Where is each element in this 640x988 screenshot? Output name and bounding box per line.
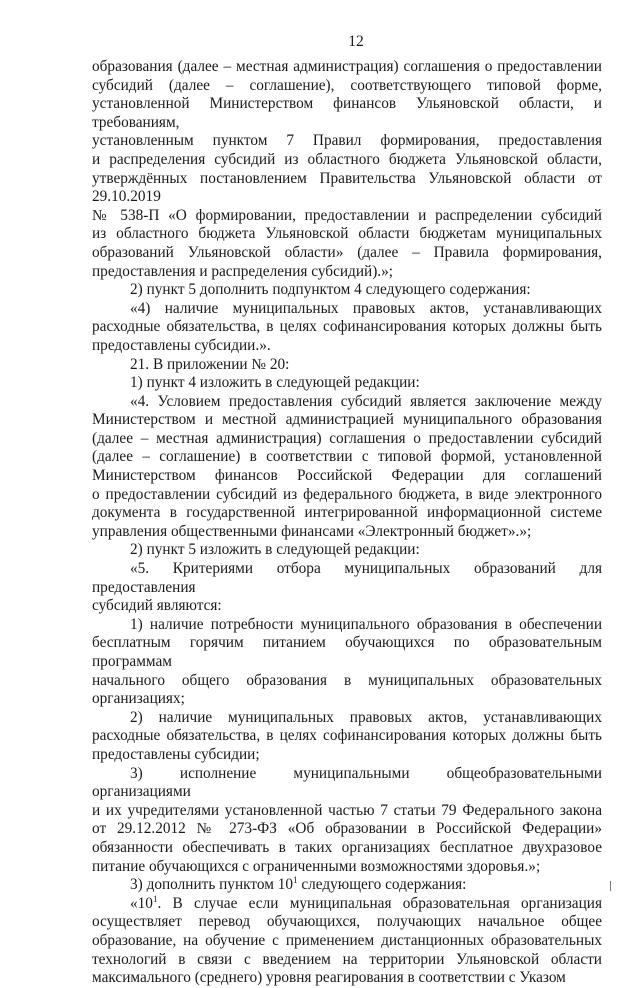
text-line: Министерством финансов Российской Федерации для соглашений [92,467,602,485]
text-line: (далее – местная администрация) соглашения о предоставлении субсидий [92,429,602,447]
text-line: субсидий являются: [92,597,222,615]
text-line: предоставления и распределения субсидий).»; [92,262,394,280]
text-line: утверждённых постановлением Правительства Ульяновской области от 29.10.2019 [92,169,602,206]
text-line: 21. В приложении № 20: [130,355,290,373]
text-line: 1) наличие потребности муниципального образования в обеспечении [130,615,602,633]
text-line: 2) наличие муниципальных правовых актов, устанавливающих [130,708,602,726]
text-line: расходные обязательства, в целях софинансирования которых должны быть [92,318,602,336]
text-line: 2) пункт 5 дополнить подпунктом 4 следующего содержания: [130,281,531,299]
page-number: 12 [348,33,364,50]
text-line: 1) пункт 4 изложить в следующей редакции: [130,374,420,392]
text-line: от 29.12.2012 № 273-ФЗ «Об образовании в Российской Федерации» [92,820,602,838]
text-line: «4) наличие муниципальных правовых актов, устанавливающих [130,299,602,317]
text-line: образование, на обучение с применением дистанционных образовательных [92,931,602,949]
text-line: предоставлены субсидии; [92,745,260,763]
text-line: 3) исполнение муниципальными общеобразовательными организациями [92,764,602,801]
text-line: и их учредителями установленной частью 7 статьи 79 Федерального закона [92,801,602,819]
text-line: и распределения субсидий из областного бюджета Ульяновской области, [92,150,602,168]
text-line: бесплатным горячим питанием обучающихся по образовательным программам [92,634,602,670]
text-line: 3) дополнить пунктом $10^1$ следующего содержания: [130,875,467,894]
text-line: управления общественными финансами «Электронный бюджет».»; [92,522,532,540]
text-line: 2) пункт 5 изложить в следующей редакции: [130,541,420,559]
text-line: документа в государственной интегрированной информационной системе [92,504,602,522]
text-line: осуществляет перевод обучающихся, получающих начальное общее [92,913,602,931]
text-line: (далее – соглашение) в соответствии с типовой формой, установленной [92,448,602,466]
document-body [92,58,602,988]
scan-artifact [610,881,611,891]
text-line: «$10^1$. В случае если муниципальная образовательная организация [130,893,602,912]
text-line: предоставлены субсидии.». [92,336,271,354]
text-line: из областного бюджета Ульяновской области бюджетам муниципальных [92,225,602,243]
text-line: технологий в связи с введением на территории Ульяновской области [92,950,602,968]
text-line: начального общего образования в муниципальных образовательных [92,671,602,689]
text-line: образований Ульяновской области» (далее – Правила формирования, [92,243,602,261]
text-line: установленным пунктом 7 Правил формирования, предоставления [92,132,602,150]
text-line: Министерством и местной администрацией муниципального образования [92,411,602,429]
text-line: о предоставлении субсидий из федерального бюджета, в виде электронного [92,485,602,503]
text-line: максимального (среднего) уровня реагирования в соответствии с Указом [92,969,566,987]
text-line: № 538-П «О формировании, предоставлении и распределении субсидий [92,206,602,224]
text-line: расходные обязательства, в целях софинансирования которых должны быть [92,727,602,745]
text-line: питание обучающихся с ограниченными возможностями здоровья.»; [92,857,541,875]
text-line: установленной Министерством финансов Ульяновской области, и требованиям, [92,95,602,131]
text-line: обязанности обеспечивать в таких организациях бесплатное двухразовое [92,838,602,856]
text-line: образования (далее – местная администрация) соглашения о предоставлении [92,58,602,75]
text-line: субсидий (далее – соглашение), соответствующего типовой форме, [92,76,602,94]
text-line: «4. Условием предоставления субсидий является заключение между [130,392,602,410]
text-line: организациях; [92,690,185,708]
text-line: «5. Критериями отбора муниципальных образований для предоставления [92,560,602,596]
